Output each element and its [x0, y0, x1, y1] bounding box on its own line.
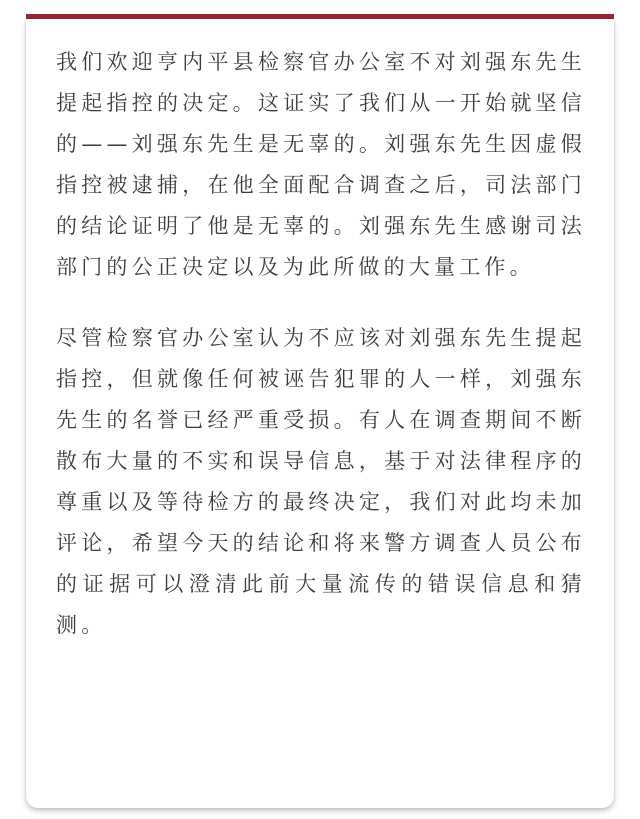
statement-paragraph-2: 尽管检察官办公室认为不应该对刘强东先生提起指控，但就像任何被诬告犯罪的人一样，刘强东先生的名誉已经严重受损。有人在调查期间不断散布大量的不实和误导信息，基于对法律程序的尊重以及等待检方的最终决定，我们对此均未加评论，希望今天的结论和将来警方调查人员公布的证据可以澄清此前大量流传的错误信息和猜测。 [56, 326, 586, 637]
statement-paragraph-1: 我们欢迎亨内平县检察官办公室不对刘强东先生提起指控的决定。这证实了我们从一开始就坚信的——刘强东先生是无辜的。刘强东先生因虚假指控被逮捕，在他全面配合调查之后，司法部门的结论证明了他是无辜的。刘强东先生感谢司法部门的公正决定以及为此所做的大量工作。 [56, 50, 586, 279]
statement-card [26, 19, 614, 808]
